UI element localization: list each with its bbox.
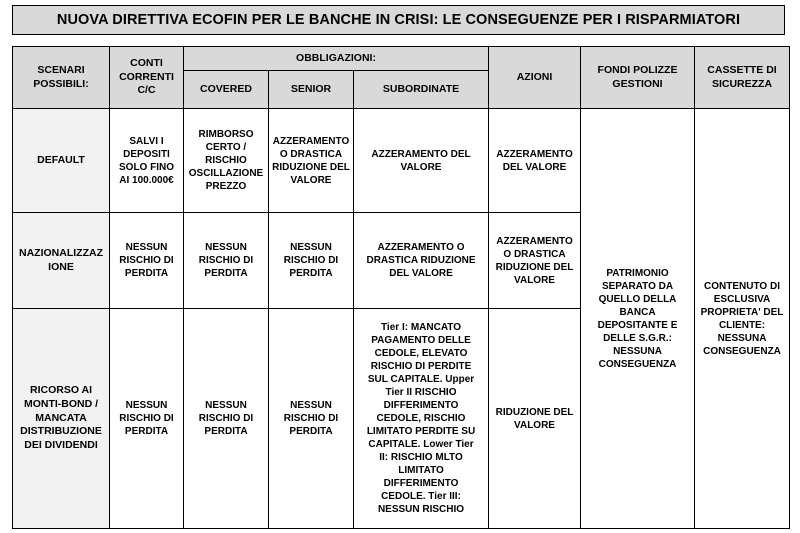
header-row-top — [13, 47, 790, 71]
cell-senior: NESSUN RISCHIO DI PERDITA — [269, 309, 354, 529]
header-fondi-polizze-gestioni: FONDI POLIZZE GESTIONI — [581, 47, 695, 109]
cell-azioni: RIDUZIONE DEL VALORE — [489, 309, 581, 529]
cell-senior: AZZERAMENTO O DRASTICA RIDUZIONE DEL VALORE — [269, 109, 354, 213]
header-scenari: SCENARI POSSIBILI: — [13, 47, 110, 109]
cell-conti-correnti: NESSUN RISCHIO DI PERDITA — [110, 213, 184, 309]
row-scenario-label: NAZIONALIZZAZ IONE — [13, 213, 110, 309]
header-azioni: AZIONI — [489, 47, 581, 109]
header-subordinate: SUBORDINATE — [354, 71, 489, 109]
cell-fondi-polizze-gestioni: PATRIMONIO SEPARATO DA QUELLO DELLA BANCA DEPOSITANTE E DELLE S.G.R.: NESSUNA CONSEGUENZA — [581, 109, 695, 529]
header-senior: SENIOR — [269, 71, 354, 109]
table-row — [13, 109, 790, 213]
cell-azioni: AZZERAMENTO DEL VALORE — [489, 109, 581, 213]
cell-covered: NESSUN RISCHIO DI PERDITA — [184, 309, 269, 529]
header-obbligazioni: OBBLIGAZIONI: — [184, 47, 489, 71]
scenarios-table — [12, 46, 790, 529]
cell-conti-correnti: SALVI I DEPOSITI SOLO FINO AI 100.000€ — [110, 109, 184, 213]
cell-azioni: AZZERAMENTO O DRASTICA RIDUZIONE DEL VALORE — [489, 213, 581, 309]
cell-cassette-di-sicurezza: CONTENUTO DI ESCLUSIVA PROPRIETA' DEL CLIENTE: NESSUNA CONSEGUENZA — [695, 109, 790, 529]
cell-covered: NESSUN RISCHIO DI PERDITA — [184, 213, 269, 309]
header-conti-correnti: CONTI CORRENTI C/C — [110, 47, 184, 109]
cell-covered: RIMBORSO CERTO / RISCHIO OSCILLAZIONE PREZZO — [184, 109, 269, 213]
page-title: NUOVA DIRETTIVA ECOFIN PER LE BANCHE IN CRISI: LE CONSEGUENZE PER I RISPARMIATORI — [12, 5, 785, 35]
cell-subordinate: Tier I: MANCATO PAGAMENTO DELLE CEDOLE, ELEVATO RISCHIO DI PERDITE SUL CAPITALE. Upper Tier II RISCHIO DIFFERIMENTO CEDOLE, RISCHIO LIMITATO PERDITE SU CAPITALE. Lower Tier II: RISCHIO MLTO LIMITATO DIFFERIMENTO CEDOLE. Tier III: NESSUN RISCHIO — [354, 309, 489, 529]
cell-conti-correnti: NESSUN RISCHIO DI PERDITA — [110, 309, 184, 529]
row-scenario-label: DEFAULT — [13, 109, 110, 213]
header-cassette-di-sicurezza: CASSETTE DI SICUREZZA — [695, 47, 790, 109]
row-scenario-label: RICORSO AI MONTI-BOND / MANCATA DISTRIBUZIONE DEI DIVIDENDI — [13, 309, 110, 529]
cell-subordinate: AZZERAMENTO O DRASTICA RIDUZIONE DEL VALORE — [354, 213, 489, 309]
cell-subordinate: AZZERAMENTO DEL VALORE — [354, 109, 489, 213]
header-covered: COVERED — [184, 71, 269, 109]
cell-senior: NESSUN RISCHIO DI PERDITA — [269, 213, 354, 309]
